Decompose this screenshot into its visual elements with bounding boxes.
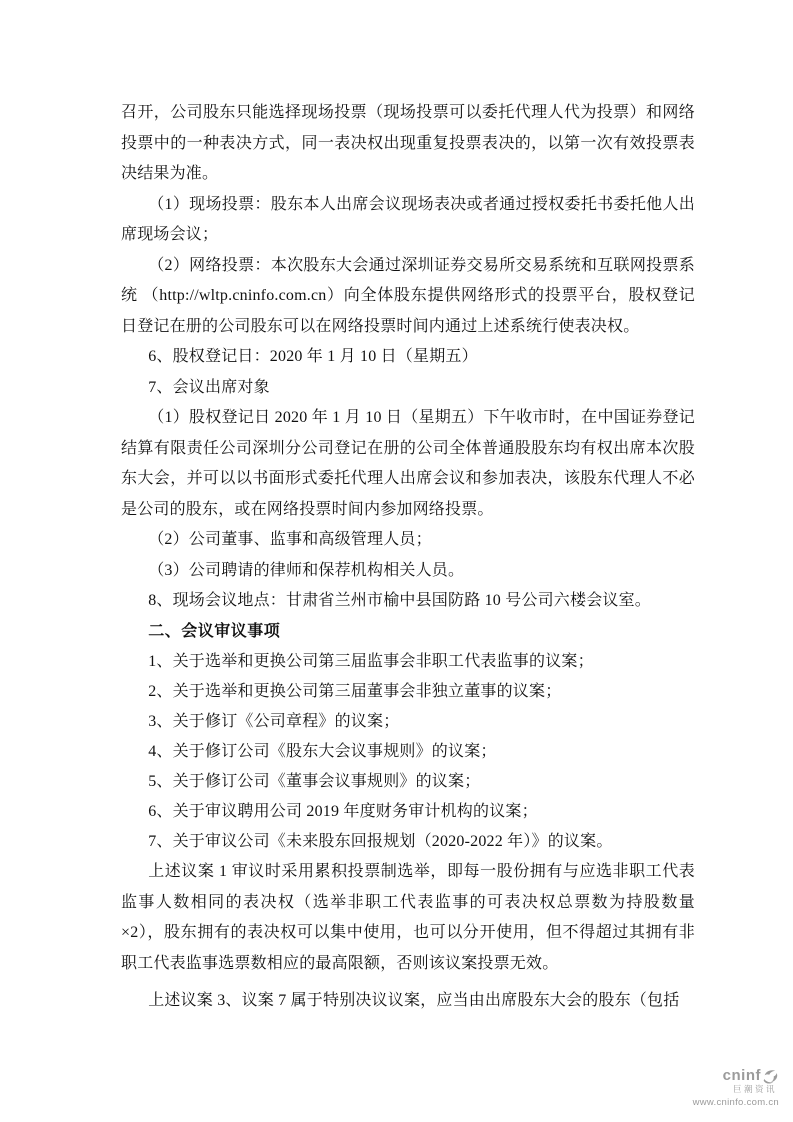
- agenda-item-1: 1、关于选举和更换公司第三届监事会非职工代表监事的议案；: [148, 653, 594, 670]
- agenda-item-3: 3、关于修订《公司章程》的议案；: [148, 713, 400, 730]
- document-content: [121, 98, 695, 1017]
- paragraph-online-voting: （2）网络投票：本次股东大会通过深圳证券交易所交易系统和互联网投票系统 （http://wltp.cninfo.com.cn）向全体股东提供网络形式的投票平台，股权登记日登记在册的公司股东可以在网络投票时间内通过上述系统行使表决权。: [121, 256, 695, 335]
- paragraph-cumulative-voting: 上述议案 1 审议时采用累积投票制选举，即每一股份拥有与应选非职工代表监事人数相同的表决权（选举非职工代表监事的可表决权总票数为持股数量×2），股东拥有的表决权可以集中使用，也可以分开使用，但不得超过其拥有非职工代表监事选票数相应的最高限额，否则该议案投票无效。: [121, 863, 695, 972]
- cninfo-url: www.cninfo.com.cn: [692, 1096, 779, 1108]
- agenda-item-4: 4、关于修订公司《股东大会议事规则》的议案；: [148, 743, 497, 760]
- paragraph-onsite-voting: （1）现场投票：股东本人出席会议现场表决或者通过授权委托书委托他人出席现场会议；: [121, 195, 695, 243]
- cninfo-brand-text: cninf: [722, 1067, 761, 1085]
- agenda-item-6: 6、关于审议聘用公司 2019 年度财务审计机构的议案；: [148, 803, 538, 820]
- cninfo-swirl-icon: [762, 1068, 779, 1085]
- agenda-item-7: 7、关于审议公司《未来股东回报规划（2020-2022 年）》的议案。: [148, 833, 613, 850]
- paragraph-voting-method: 召开，公司股东只能选择现场投票（现场投票可以委托代理人代为投票）和网络投票中的一种表决方式，同一表决权出现重复投票表决的，以第一次有效投票表决结果为准。: [121, 104, 695, 182]
- paragraph-attendees-lawyers: （3）公司聘请的律师和保荐机构相关人员。: [148, 561, 465, 579]
- agenda-item-5: 5、关于修订公司《董事会议事规则》的议案；: [148, 773, 481, 790]
- section-heading-agenda: 二、会议审议事项: [148, 622, 281, 640]
- paragraph-meeting-venue: 8、现场会议地点：甘肃省兰州市榆中县国防路 10 号公司六楼会议室。: [148, 592, 651, 609]
- cninfo-chinese-name: 巨潮资讯: [732, 1085, 777, 1096]
- agenda-item-2: 2、关于选举和更换公司第三届董事会非独立董事的议案；: [148, 683, 562, 700]
- paragraph-record-date: 6、股权登记日：2020 年 1 月 10 日（星期五）: [148, 348, 478, 365]
- paragraph-attendees-shareholders: （1）股权登记日 2020 年 1 月 10 日（星期五）下午收市时，在中国证券登记结算有限责任公司深圳分公司登记在册的公司全体普通股股东均有权出席本次股东大会，并可以以书面形式委托代理人出席会议和参加表决，该股东代理人不必是公司的股东，或在网络投票时间内参加网络投票。: [121, 409, 695, 518]
- cninfo-brand-row: [693, 1068, 779, 1085]
- paragraph-attendees-title: 7、会议出席对象: [148, 378, 270, 396]
- paragraph-attendees-directors: （2）公司董事、监事和高级管理人员；: [148, 531, 432, 548]
- paragraph-special-resolution: 上述议案 3、议案 7 属于特别决议议案，应当由出席股东大会的股东（包括: [148, 992, 680, 1009]
- cninfo-logo: [693, 1068, 779, 1108]
